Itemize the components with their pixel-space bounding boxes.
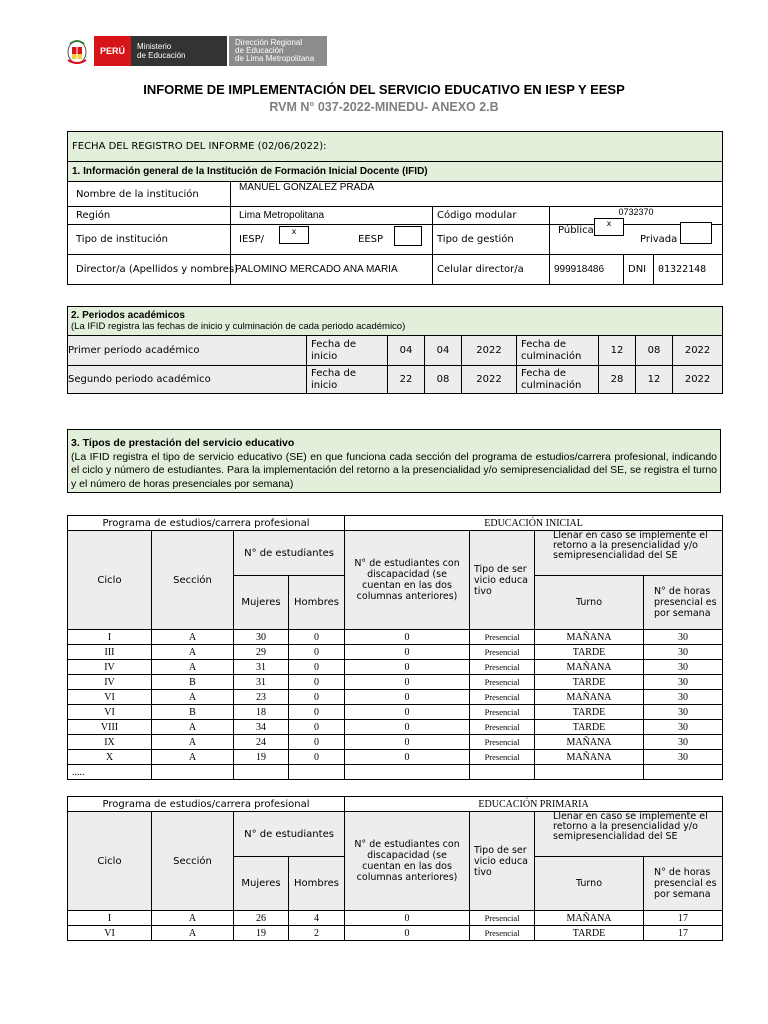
period2-inicio-label: Fecha de inicio: [307, 366, 388, 394]
peru-label: PERÚ: [94, 36, 131, 66]
mujeres-header: Mujeres: [234, 576, 289, 630]
discapacidad-header: N° de estudiantes con discapacidad (se cuentan en las dos columnas anteriores): [345, 531, 470, 630]
section2-table: [67, 306, 723, 394]
period1-fin-day: 12: [599, 336, 636, 366]
period1-ini-day: 04: [388, 336, 425, 366]
period1-label: Primer periodo académico: [68, 336, 307, 366]
table-row-ellipsis: .....: [68, 765, 723, 780]
tipo-gestion-value: [550, 219, 723, 255]
iesp-label: IESP/: [239, 234, 265, 245]
primaria-table: [67, 796, 723, 941]
celular-value: 999918486: [550, 255, 624, 285]
period2-ini-year: 2022: [462, 366, 517, 394]
period1-inicio-label: Fecha de inicio: [307, 336, 388, 366]
section1-heading: 1. Información general de la Institución de Formación Inicial Docente (IFID): [68, 162, 723, 182]
turno-header: Turno: [535, 857, 644, 911]
llenar-header: Llenar en caso se implemente el retorno a la presencialidad y/o semipresencialidad del SE: [535, 531, 723, 576]
hombres-header: Hombres: [289, 576, 345, 630]
period2-fin-month: 12: [636, 366, 673, 394]
table-row: III A 29 0 0 Presencial TARDE 30: [68, 645, 723, 660]
region-value: Lima Metropolitana: [231, 207, 433, 225]
codigo-label: Código modular: [433, 207, 550, 225]
table-row: VI A 23 0 0 Presencial MAÑANA 30: [68, 690, 723, 705]
section3-box: [67, 429, 721, 493]
tipo-institucion-value: [231, 225, 433, 255]
table-row: IV B 31 0 0 Presencial TARDE 30: [68, 675, 723, 690]
programa-label: Programa de estudios/carrera profesional: [68, 797, 345, 812]
period2-culm-label: Fecha de culminación: [517, 366, 599, 394]
institution-name-label: Nombre de la institución: [68, 182, 231, 207]
institution-name-value: MANUEL GONZALEZ PRADA: [231, 182, 723, 207]
seccion-header: Sección: [152, 531, 234, 630]
dni-label: DNI: [624, 255, 654, 285]
table-row: VIII A 34 0 0 Presencial TARDE 30: [68, 720, 723, 735]
turno-header: Turno: [535, 576, 644, 630]
n-estudiantes-header: N° de estudiantes: [234, 812, 345, 857]
mujeres-header: Mujeres: [234, 857, 289, 911]
table-row: VI A 19 2 0 Presencial TARDE 17: [68, 926, 723, 941]
ministry-label: Ministerio de Educación: [131, 36, 227, 66]
iesp-checkbox[interactable]: x: [279, 226, 309, 244]
section1-table: [67, 131, 723, 285]
dre-label: Dirección Regional de Educación de Lima Metropolitana: [229, 36, 327, 66]
ciclo-header: Ciclo: [68, 531, 152, 630]
section2-header: [68, 307, 723, 336]
hombres-header: Hombres: [289, 857, 345, 911]
section2-heading: 2. Periodos académicos: [71, 310, 185, 321]
discapacidad-header: N° de estudiantes con discapacidad (se cuentan en las dos columnas anteriores): [345, 812, 470, 911]
privada-checkbox[interactable]: [680, 222, 712, 244]
eesp-label: EESP: [358, 234, 384, 245]
inicial-table: [67, 515, 723, 780]
period1-ini-year: 2022: [462, 336, 517, 366]
ciclo-header: Ciclo: [68, 812, 152, 911]
tipo-servicio-header: Tipo de servicio educativo: [470, 531, 535, 630]
period1-fin-month: 08: [636, 336, 673, 366]
privada-label: Privada: [640, 234, 678, 245]
period2-label: Segundo periodo académico: [68, 366, 307, 394]
tipo-servicio-header: Tipo de servicio educativo: [470, 812, 535, 911]
page-title: INFORME DE IMPLEMENTACIÓN DEL SERVICIO EDUCATIVO EN IESP Y EESP: [143, 82, 625, 97]
header-logo: [64, 36, 327, 66]
director-label: Director/a (Apellidos y nombres): [68, 255, 231, 285]
table-row: IX A 24 0 0 Presencial MAÑANA 30: [68, 735, 723, 750]
table-row: VI B 18 0 0 Presencial TARDE 30: [68, 705, 723, 720]
llenar-header: Llenar en caso se implemente el retorno a la presencialidad y/o semipresencialidad del SE: [535, 812, 723, 857]
publica-label: Pública: [558, 225, 594, 236]
coat-of-arms-icon: [64, 36, 90, 66]
director-value: PALOMINO MERCADO ANA MARIA: [231, 255, 433, 285]
publica-checkbox[interactable]: x: [594, 218, 624, 236]
programa-value: EDUCACIÓN PRIMARIA: [345, 797, 723, 812]
dni-value: 01322148: [654, 255, 723, 285]
horas-header: N° de horas presencial es por semana: [644, 576, 723, 630]
period1-culm-label: Fecha de culminación: [517, 336, 599, 366]
section3-text: (La IFID registra el tipo de servicio educativo (SE) en que funciona cada sección del programa de estudios/carrera profesional, indicando el ciclo y número de estudiantes. Para la implementación del retorno a la presencialidad y/o semipresencialidad del SE, se registra el turno y el número de horas presenciales por semana): [71, 450, 717, 490]
tipo-institucion-label: Tipo de institución: [68, 225, 231, 255]
period2-ini-month: 08: [425, 366, 462, 394]
horas-header: N° de horas presencial es por semana: [644, 857, 723, 911]
n-estudiantes-header: N° de estudiantes: [234, 531, 345, 576]
table-row: I A 26 4 0 Presencial MAÑANA 17: [68, 911, 723, 926]
section2-note: (La IFID registra las fechas de inicio y culminación de cada periodo académico): [71, 321, 406, 332]
table-row: IV A 31 0 0 Presencial MAÑANA 30: [68, 660, 723, 675]
tipo-gestion-label: Tipo de gestión: [433, 225, 550, 255]
period2-fin-day: 28: [599, 366, 636, 394]
celular-label: Celular director/a: [433, 255, 550, 285]
section3-heading: 3. Tipos de prestación del servicio educativo: [71, 437, 295, 449]
table-row: I A 30 0 0 Presencial MAÑANA 30: [68, 630, 723, 645]
page-subtitle: RVM N° 037-2022-MINEDU- ANEXO 2.B: [269, 100, 499, 114]
period2-ini-day: 22: [388, 366, 425, 394]
eesp-checkbox[interactable]: [394, 226, 422, 246]
region-label: Región: [68, 207, 231, 225]
period1-fin-year: 2022: [673, 336, 723, 366]
programa-label: Programa de estudios/carrera profesional: [68, 516, 345, 531]
period1-ini-month: 04: [425, 336, 462, 366]
programa-value: EDUCACIÓN INICIAL: [345, 516, 723, 531]
codigo-value: 0732370: [550, 207, 723, 225]
report-date: FECHA DEL REGISTRO DEL INFORME (02/06/2022):: [68, 132, 723, 162]
period2-fin-year: 2022: [673, 366, 723, 394]
table-row: X A 19 0 0 Presencial MAÑANA 30: [68, 750, 723, 765]
seccion-header: Sección: [152, 812, 234, 911]
